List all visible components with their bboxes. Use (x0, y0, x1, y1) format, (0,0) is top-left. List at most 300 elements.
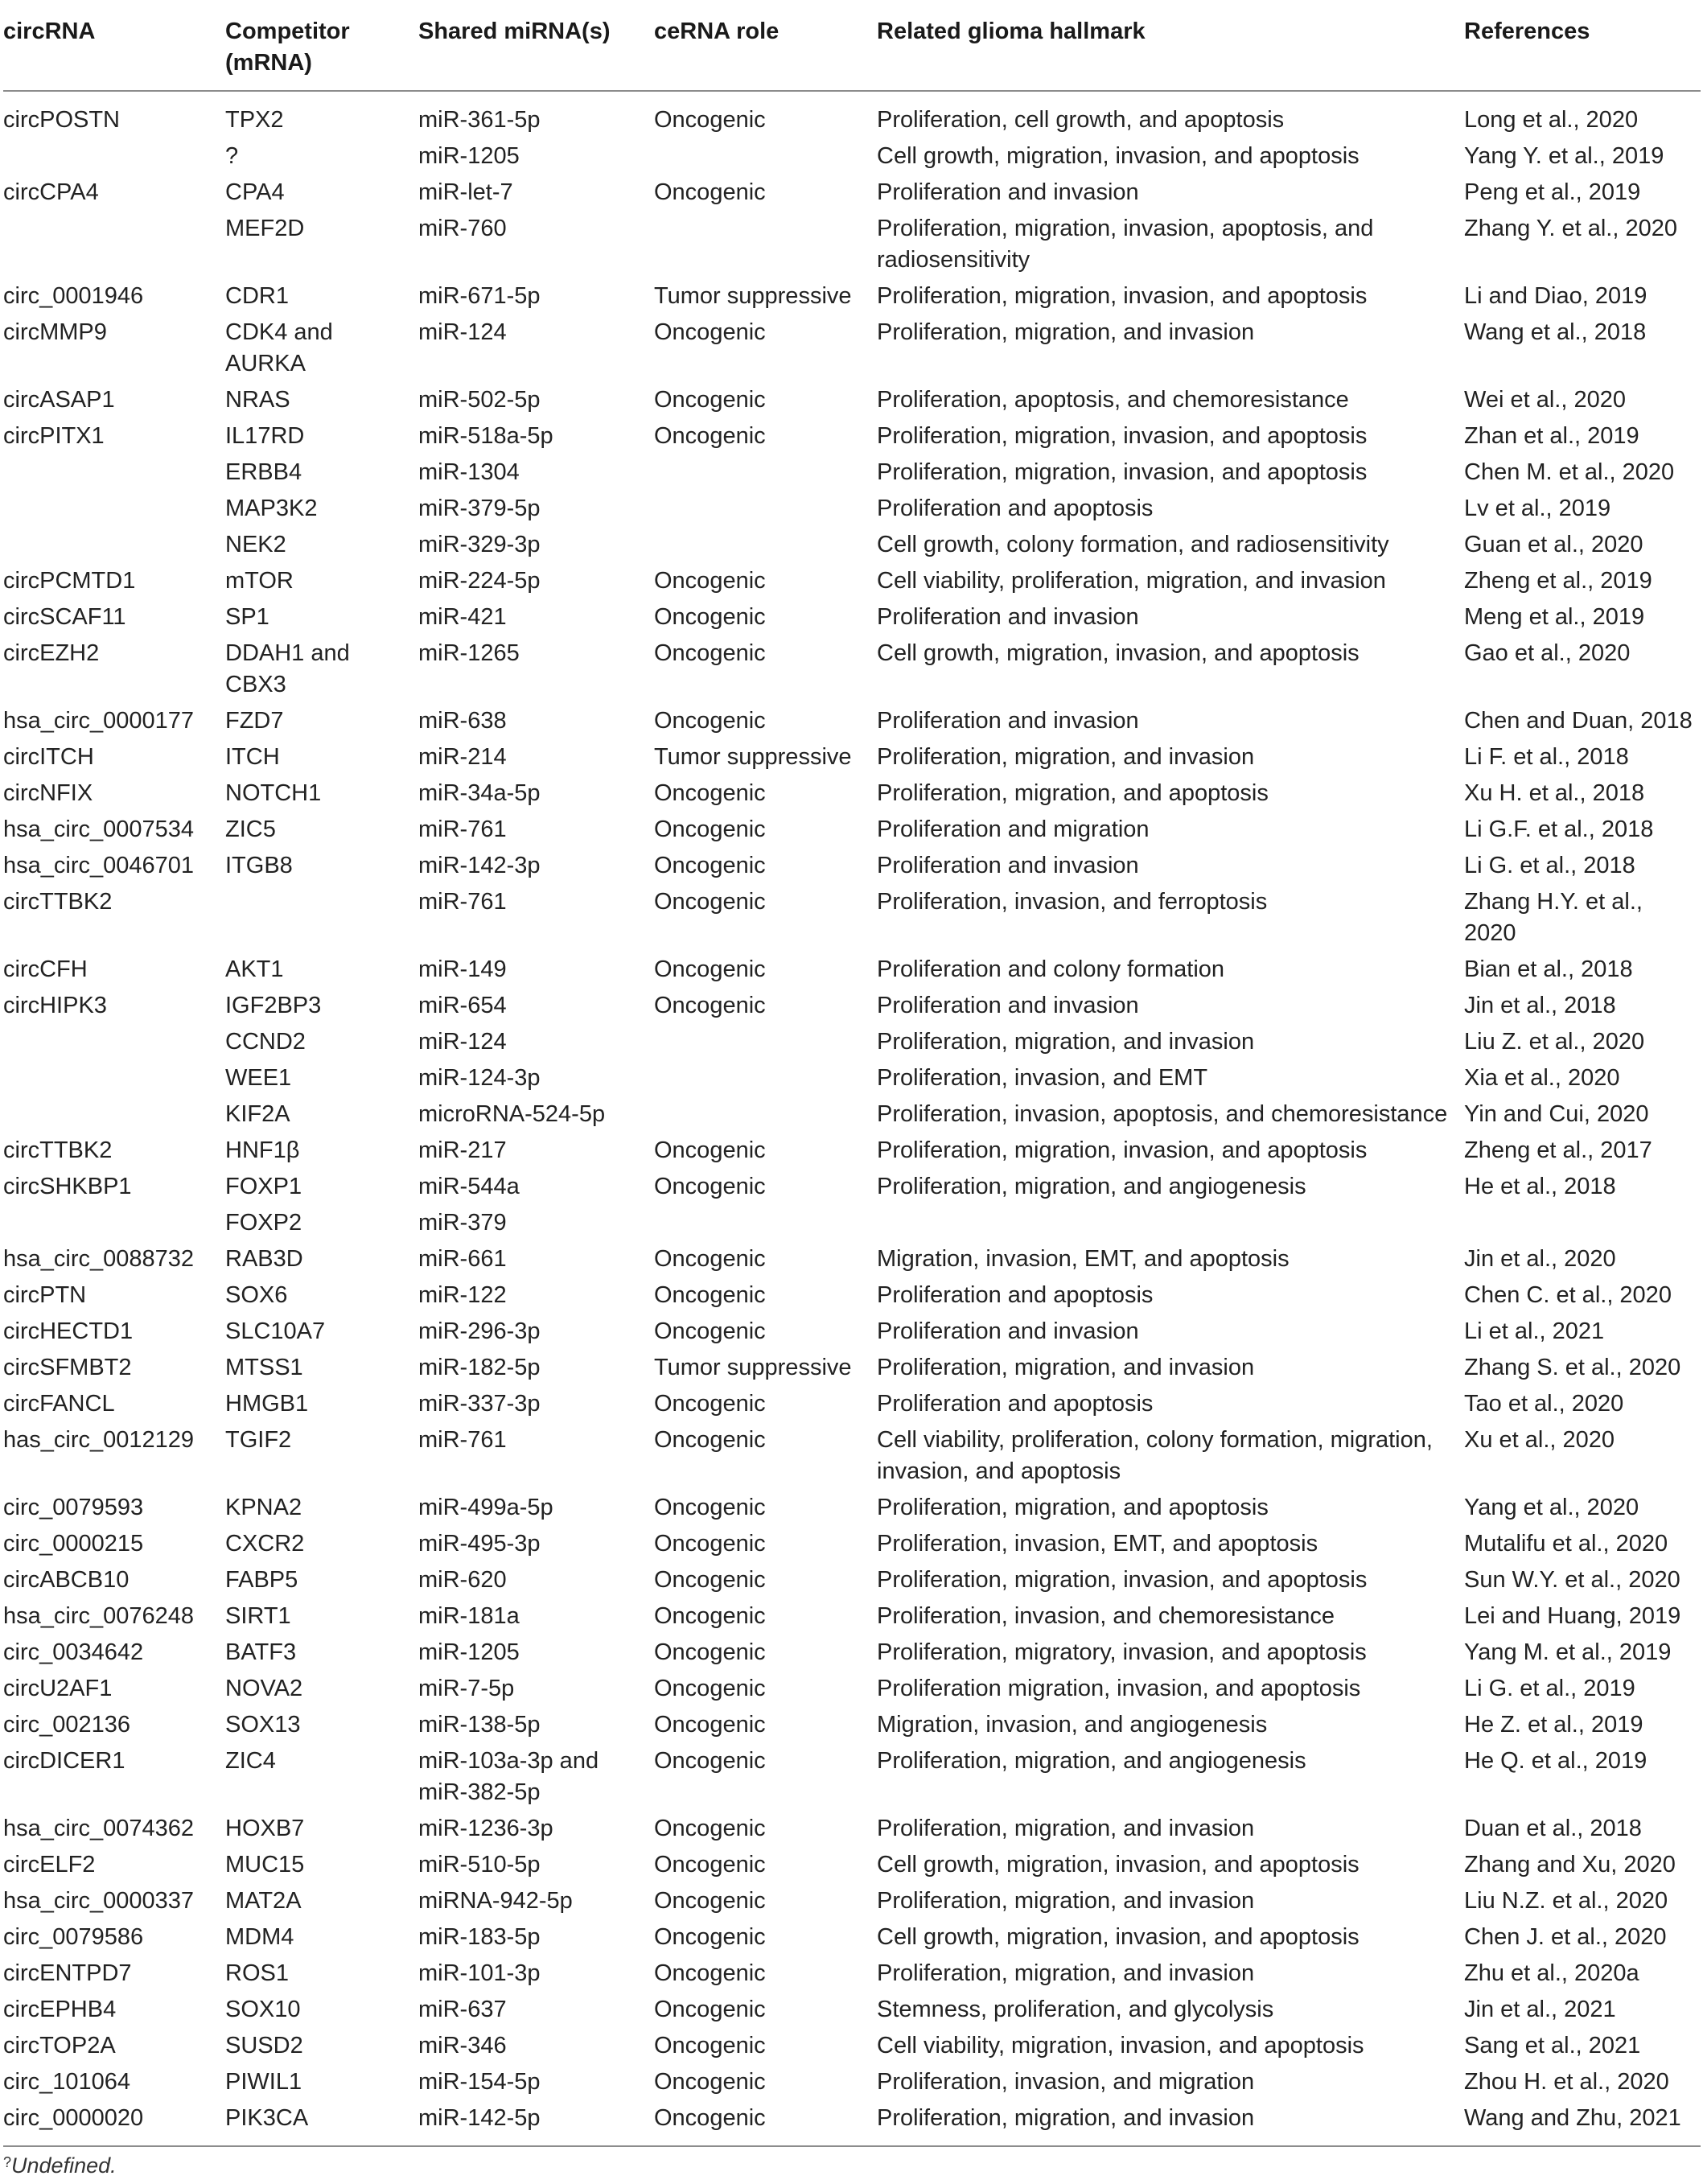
table-row (3, 563, 1701, 599)
cell-cerna-role: Oncogenic (654, 708, 766, 734)
table-row (3, 1811, 1701, 1847)
cell-circrna: circSFMBT2 (3, 1355, 132, 1380)
cell-cerna-role: Oncogenic (654, 1174, 766, 1199)
cell-circrna: hsa_circ_0000177 (3, 708, 195, 734)
header-competitor: Competitor (mRNA) (225, 19, 350, 76)
table-row (3, 2028, 1701, 2064)
cell-circrna: circTTBK2 (3, 1137, 113, 1163)
cell-glioma-hallmark: Proliferation, invasion, and EMT (877, 1065, 1208, 1091)
cell-cerna-role (654, 491, 877, 527)
cell-circrna (3, 1096, 225, 1133)
cell-shared-mirna: miR-124 (418, 319, 507, 345)
cell-competitor: NOVA2 (225, 1676, 303, 1701)
cell-reference: Wei et al., 2020 (1464, 387, 1626, 413)
cell-reference: Zhang Y. et al., 2020 (1464, 216, 1677, 241)
table-row (3, 1847, 1701, 1883)
cell-competitor: NOTCH1 (225, 780, 322, 806)
cell-competitor: SOX6 (225, 1282, 288, 1308)
cell-glioma-hallmark: Proliferation, migration, invasion, and apoptosis (877, 459, 1368, 485)
cell-circrna: circ_101064 (3, 2069, 130, 2095)
cell-cerna-role: Oncogenic (654, 1676, 766, 1701)
cell-cerna-role: Oncogenic (654, 1495, 766, 1520)
cell-competitor: SOX10 (225, 1997, 301, 2022)
cell-circrna: circHIPK3 (3, 993, 107, 1018)
cell-cerna-role: Oncogenic (654, 1852, 766, 1878)
cell-glioma-hallmark: Proliferation, migration, and angiogenesis (877, 1174, 1306, 1199)
table-row (3, 1992, 1701, 2028)
cell-competitor: TPX2 (225, 107, 284, 133)
cell-glioma-hallmark: Proliferation, invasion, EMT, and apoptosis (877, 1531, 1318, 1557)
table-row (3, 278, 1701, 315)
cell-reference: Xu et al., 2020 (1464, 1427, 1615, 1453)
cell-cerna-role: Oncogenic (654, 2069, 766, 2095)
cell-circrna (3, 138, 225, 175)
header-circrna: circRNA (3, 19, 96, 44)
cell-reference: Sang et al., 2021 (1464, 2033, 1641, 2059)
cell-competitor: BATF3 (225, 1639, 297, 1665)
cell-competitor: IL17RD (225, 423, 305, 449)
cell-competitor: SUSD2 (225, 2033, 303, 2059)
cell-shared-mirna: miR-637 (418, 1997, 507, 2022)
cell-circrna: circDICER1 (3, 1748, 125, 1774)
cell-shared-mirna: miR-142-5p (418, 2105, 541, 2131)
cell-circrna: circTOP2A (3, 2033, 116, 2059)
cell-cerna-role: Oncogenic (654, 1567, 766, 1593)
cell-shared-mirna: miR-296-3p (418, 1318, 541, 1344)
cell-glioma-hallmark: Proliferation, migration, invasion, apoptosis, and radiosensitivity (877, 216, 1374, 273)
cell-shared-mirna: miR-1205 (418, 143, 520, 169)
cell-competitor: RAB3D (225, 1246, 303, 1272)
cell-glioma-hallmark (877, 1205, 1464, 1241)
cell-reference: Li F. et al., 2018 (1464, 744, 1629, 770)
cell-glioma-hallmark: Proliferation, migration, and invasion (877, 1355, 1255, 1380)
table-row (3, 2064, 1701, 2100)
table-row (3, 1350, 1701, 1386)
table-row (3, 1241, 1701, 1277)
cell-cerna-role: Oncogenic (654, 387, 766, 413)
cell-glioma-hallmark: Cell viability, proliferation, migration, and invasion (877, 568, 1386, 594)
cell-reference: Xu H. et al., 2018 (1464, 780, 1645, 806)
cell-glioma-hallmark: Cell growth, migration, invasion, and apoptosis (877, 1852, 1360, 1878)
cell-competitor: MTSS1 (225, 1355, 303, 1380)
cell-cerna-role: Oncogenic (654, 1712, 766, 1738)
table-row (3, 175, 1701, 211)
cell-cerna-role (654, 211, 877, 278)
cell-circrna: circCPA4 (3, 179, 99, 205)
cell-circrna: hsa_circ_0000337 (3, 1888, 195, 1914)
table-body (3, 91, 1701, 2146)
cell-glioma-hallmark: Proliferation, migration, and invasion (877, 744, 1255, 770)
cell-reference: Li and Diao, 2019 (1464, 283, 1647, 309)
table-row (3, 1743, 1701, 1811)
cell-reference: Meng et al., 2019 (1464, 604, 1645, 630)
cell-competitor: PIWIL1 (225, 2069, 302, 2095)
table-row (3, 1598, 1701, 1635)
cell-glioma-hallmark: Proliferation and apoptosis (877, 1282, 1154, 1308)
cell-shared-mirna: miR-214 (418, 744, 507, 770)
cell-glioma-hallmark: Proliferation, migration, invasion, and apoptosis (877, 423, 1368, 449)
cell-glioma-hallmark: Cell growth, migration, invasion, and apoptosis (877, 143, 1360, 169)
cell-competitor: FABP5 (225, 1567, 298, 1593)
cell-glioma-hallmark: Cell growth, colony formation, and radiosensitivity (877, 532, 1389, 557)
cell-reference: Yang M. et al., 2019 (1464, 1639, 1672, 1665)
cell-circrna: circASAP1 (3, 387, 115, 413)
cell-circrna: circEPHB4 (3, 1997, 117, 2022)
cell-reference: Zhang and Xu, 2020 (1464, 1852, 1676, 1878)
cell-reference: Li G.F. et al., 2018 (1464, 816, 1654, 842)
cell-cerna-role: Oncogenic (654, 1960, 766, 1986)
circrna-table (3, 0, 1701, 2147)
cell-shared-mirna: miR-761 (418, 889, 507, 915)
cell-circrna: circSHKBP1 (3, 1174, 132, 1199)
cell-shared-mirna: miR-142-3p (418, 853, 541, 878)
cell-reference (1464, 1205, 1701, 1241)
cell-competitor: ITCH (225, 744, 280, 770)
table-row (3, 1526, 1701, 1562)
cell-cerna-role (654, 1024, 877, 1060)
cell-shared-mirna: miR-138-5p (418, 1712, 541, 1738)
cell-circrna: circABCB10 (3, 1567, 130, 1593)
header-glioma-hallmark: Related glioma hallmark (877, 19, 1146, 44)
cell-reference: Mutalifu et al., 2020 (1464, 1531, 1668, 1557)
cell-reference: Chen M. et al., 2020 (1464, 459, 1675, 485)
cell-circrna: circTTBK2 (3, 889, 113, 915)
cell-circrna: circCFH (3, 956, 88, 982)
cell-cerna-role: Tumor suppressive (654, 1355, 852, 1380)
cell-glioma-hallmark: Proliferation and colony formation (877, 956, 1225, 982)
table-row (3, 382, 1701, 418)
cell-circrna: circPCMTD1 (3, 568, 136, 594)
cell-glioma-hallmark: Cell viability, migration, invasion, and apoptosis (877, 2033, 1364, 2059)
cell-reference: He Q. et al., 2019 (1464, 1748, 1647, 1774)
cell-reference: Li G. et al., 2018 (1464, 853, 1635, 878)
cell-glioma-hallmark: Proliferation and invasion (877, 604, 1139, 630)
cell-competitor: FZD7 (225, 708, 284, 734)
cell-competitor: mTOR (225, 568, 294, 594)
cell-cerna-role: Oncogenic (654, 423, 766, 449)
cell-circrna: circ_0001946 (3, 283, 144, 309)
cell-shared-mirna: miR-let-7 (418, 179, 513, 205)
cell-glioma-hallmark: Proliferation migration, invasion, and apoptosis (877, 1676, 1361, 1701)
cell-shared-mirna: miR-182-5p (418, 1355, 541, 1380)
table-row (3, 884, 1701, 952)
cell-glioma-hallmark: Proliferation and migration (877, 816, 1150, 842)
cell-competitor: HOXB7 (225, 1816, 305, 1841)
cell-reference: Zheng et al., 2019 (1464, 568, 1652, 594)
cell-circrna: circ_0079593 (3, 1495, 144, 1520)
cell-cerna-role: Oncogenic (654, 2033, 766, 2059)
table-row (3, 1024, 1701, 1060)
cell-circrna: has_circ_0012129 (3, 1427, 195, 1453)
table-row (3, 1205, 1701, 1241)
cell-competitor: FOXP2 (225, 1210, 302, 1236)
cell-competitor: KIF2A (225, 1101, 290, 1127)
cell-glioma-hallmark: Proliferation, migration, and apoptosis (877, 1495, 1269, 1520)
cell-competitor: ITGB8 (225, 853, 293, 878)
cell-cerna-role: Oncogenic (654, 816, 766, 842)
table-row (3, 1671, 1701, 1707)
cell-cerna-role (654, 1205, 877, 1241)
table-row (3, 1422, 1701, 1490)
cell-glioma-hallmark: Proliferation, migration, and invasion (877, 319, 1255, 345)
cell-glioma-hallmark: Migration, invasion, EMT, and apoptosis (877, 1246, 1290, 1272)
cell-cerna-role: Tumor suppressive (654, 744, 852, 770)
cell-glioma-hallmark: Proliferation, migration, and invasion (877, 1888, 1255, 1914)
cell-reference: Jin et al., 2021 (1464, 1997, 1616, 2022)
cell-shared-mirna: microRNA-524-5p (418, 1101, 606, 1127)
cell-circrna: hsa_circ_0088732 (3, 1246, 195, 1272)
cell-glioma-hallmark: Proliferation, migration, and invasion (877, 1960, 1255, 1986)
cell-shared-mirna: miR-510-5p (418, 1852, 541, 1878)
cell-cerna-role: Oncogenic (654, 640, 766, 666)
cell-glioma-hallmark: Proliferation, invasion, and migration (877, 2069, 1255, 2095)
cell-competitor: IGF2BP3 (225, 993, 322, 1018)
header-cerna-role: ceRNA role (654, 19, 780, 44)
table-row (3, 988, 1701, 1024)
cell-reference: Duan et al., 2018 (1464, 1816, 1642, 1841)
cell-glioma-hallmark: Proliferation and apoptosis (877, 496, 1154, 521)
cell-cerna-role: Oncogenic (654, 1603, 766, 1629)
cell-shared-mirna: miR-224-5p (418, 568, 541, 594)
cell-competitor: MEF2D (225, 216, 305, 241)
cell-circrna: circ_0079586 (3, 1924, 144, 1950)
cell-shared-mirna: miR-103a-3p and miR-382-5p (418, 1748, 599, 1805)
cell-competitor: MAP3K2 (225, 496, 318, 521)
table-row (3, 91, 1701, 138)
cell-cerna-role: Oncogenic (654, 993, 766, 1018)
cell-reference: Chen and Duan, 2018 (1464, 708, 1693, 734)
cell-glioma-hallmark: Stemness, proliferation, and glycolysis (877, 1997, 1274, 2022)
cell-reference: Zhang H.Y. et al., 2020 (1464, 889, 1643, 946)
cell-competitor: CXCR2 (225, 1531, 305, 1557)
cell-reference: Li G. et al., 2019 (1464, 1676, 1635, 1701)
header-references: References (1464, 19, 1590, 44)
footnote (3, 2153, 117, 2178)
table-row (3, 1490, 1701, 1526)
cell-glioma-hallmark: Proliferation and invasion (877, 993, 1139, 1018)
cell-competitor: CCND2 (225, 1029, 306, 1055)
cell-reference: Peng et al., 2019 (1464, 179, 1641, 205)
cell-cerna-role: Oncogenic (654, 1391, 766, 1417)
cell-shared-mirna: miR-620 (418, 1567, 507, 1593)
cell-shared-mirna: miR-101-3p (418, 1960, 541, 1986)
cell-shared-mirna: miR-329-3p (418, 532, 541, 557)
cell-circrna: circELF2 (3, 1852, 96, 1878)
cell-competitor: KPNA2 (225, 1495, 302, 1520)
cell-shared-mirna: miR-760 (418, 216, 507, 241)
cell-cerna-role: Tumor suppressive (654, 283, 852, 309)
cell-glioma-hallmark: Proliferation and invasion (877, 1318, 1139, 1344)
cell-glioma-hallmark: Proliferation, migration, and invasion (877, 2105, 1255, 2131)
cell-shared-mirna: miR-761 (418, 1427, 507, 1453)
cell-cerna-role: Oncogenic (654, 604, 766, 630)
cell-shared-mirna: miR-154-5p (418, 2069, 541, 2095)
table-row (3, 1386, 1701, 1422)
cell-reference: Chen C. et al., 2020 (1464, 1282, 1672, 1308)
cell-glioma-hallmark: Proliferation, migration, and invasion (877, 1029, 1255, 1055)
cell-competitor: SIRT1 (225, 1603, 291, 1629)
cell-reference: Wang and Zhu, 2021 (1464, 2105, 1681, 2131)
cell-competitor: AKT1 (225, 956, 284, 982)
cell-shared-mirna: miR-544a (418, 1174, 520, 1199)
cell-competitor: SOX13 (225, 1712, 301, 1738)
table-row (3, 527, 1701, 563)
cell-circrna: circ_0000020 (3, 2105, 144, 2131)
cell-competitor: MDM4 (225, 1924, 294, 1950)
cell-competitor: CDR1 (225, 283, 289, 309)
cell-circrna: hsa_circ_0074362 (3, 1816, 195, 1841)
cell-competitor: NRAS (225, 387, 290, 413)
cell-shared-mirna: miR-518a-5p (418, 423, 553, 449)
cell-competitor: MUC15 (225, 1852, 305, 1878)
cell-shared-mirna: miR-124-3p (418, 1065, 541, 1091)
cell-reference: Gao et al., 2020 (1464, 640, 1631, 666)
cell-glioma-hallmark: Cell growth, migration, invasion, and apoptosis (877, 640, 1360, 666)
table-row (3, 211, 1701, 278)
table-row (3, 775, 1701, 812)
cell-competitor: SP1 (225, 604, 269, 630)
cell-glioma-hallmark: Proliferation, migratory, invasion, and apoptosis (877, 1639, 1367, 1665)
cell-cerna-role: Oncogenic (654, 568, 766, 594)
cell-cerna-role (654, 454, 877, 491)
cell-glioma-hallmark: Proliferation, invasion, and chemoresistance (877, 1603, 1335, 1629)
cell-competitor (225, 884, 418, 952)
cell-glioma-hallmark: Proliferation, migration, and apoptosis (877, 780, 1269, 806)
cell-cerna-role: Oncogenic (654, 956, 766, 982)
footnote-text: Undefined. (11, 2153, 117, 2178)
cell-reference: Liu N.Z. et al., 2020 (1464, 1888, 1668, 1914)
cell-shared-mirna: miR-1236-3p (418, 1816, 553, 1841)
cell-reference: Lei and Huang, 2019 (1464, 1603, 1681, 1629)
cell-glioma-hallmark: Proliferation, apoptosis, and chemoresistance (877, 387, 1349, 413)
cell-glioma-hallmark: Proliferation and apoptosis (877, 1391, 1154, 1417)
cell-shared-mirna: miR-337-3p (418, 1391, 541, 1417)
cell-reference: Yang et al., 2020 (1464, 1495, 1639, 1520)
cell-shared-mirna: miR-495-3p (418, 1531, 541, 1557)
cell-reference: Zhu et al., 2020a (1464, 1960, 1639, 1986)
table-row (3, 1314, 1701, 1350)
cell-reference: Jin et al., 2020 (1464, 1246, 1616, 1272)
table-row (3, 703, 1701, 739)
table-row (3, 1060, 1701, 1096)
cell-cerna-role: Oncogenic (654, 179, 766, 205)
header-row (3, 0, 1701, 91)
cell-cerna-role (654, 1060, 877, 1096)
cell-competitor: ? (225, 143, 239, 169)
table-row (3, 739, 1701, 775)
cell-shared-mirna: miR-361-5p (418, 107, 541, 133)
cell-shared-mirna: miR-638 (418, 708, 507, 734)
cell-shared-mirna: miR-761 (418, 816, 507, 842)
cell-competitor: SLC10A7 (225, 1318, 326, 1344)
cell-circrna: circITCH (3, 744, 94, 770)
cell-competitor: ROS1 (225, 1960, 289, 1986)
cell-glioma-hallmark: Proliferation, cell growth, and apoptosis (877, 107, 1285, 133)
table-row (3, 1133, 1701, 1169)
cell-competitor: HMGB1 (225, 1391, 309, 1417)
cell-cerna-role: Oncogenic (654, 1531, 766, 1557)
cell-reference: Bian et al., 2018 (1464, 956, 1633, 982)
cell-reference: Zhang S. et al., 2020 (1464, 1355, 1681, 1380)
cell-reference: Xia et al., 2020 (1464, 1065, 1620, 1091)
cell-cerna-role: Oncogenic (654, 1639, 766, 1665)
cell-shared-mirna: miR-1205 (418, 1639, 520, 1665)
cell-reference: Wang et al., 2018 (1464, 319, 1647, 345)
cell-shared-mirna: miR-122 (418, 1282, 507, 1308)
cell-circrna: circFANCL (3, 1391, 115, 1417)
table-row (3, 454, 1701, 491)
cell-shared-mirna: miR-661 (418, 1246, 507, 1272)
cell-circrna: circ_002136 (3, 1712, 130, 1738)
cell-glioma-hallmark: Proliferation and invasion (877, 708, 1139, 734)
cell-circrna (3, 454, 225, 491)
table-row (3, 1562, 1701, 1598)
cell-circrna: circENTPD7 (3, 1960, 132, 1986)
cell-shared-mirna: miR-421 (418, 604, 507, 630)
cell-circrna (3, 211, 225, 278)
cell-reference: Yin and Cui, 2020 (1464, 1101, 1649, 1127)
table-row (3, 315, 1701, 382)
cell-reference: Sun W.Y. et al., 2020 (1464, 1567, 1680, 1593)
cell-reference: Li et al., 2021 (1464, 1318, 1605, 1344)
table-row (3, 1277, 1701, 1314)
cell-reference: Lv et al., 2019 (1464, 496, 1611, 521)
cell-circrna: circEZH2 (3, 640, 100, 666)
cell-cerna-role: Oncogenic (654, 1888, 766, 1914)
cell-circrna (3, 1205, 225, 1241)
table-row (3, 1096, 1701, 1133)
table-row (3, 848, 1701, 884)
cell-glioma-hallmark: Proliferation and invasion (877, 853, 1139, 878)
cell-competitor: WEE1 (225, 1065, 292, 1091)
table-row (3, 952, 1701, 988)
table-row (3, 418, 1701, 454)
cell-shared-mirna: miR-671-5p (418, 283, 541, 309)
cell-competitor: TGIF2 (225, 1427, 292, 1453)
cell-circrna: circPOSTN (3, 107, 120, 133)
cell-shared-mirna: miR-346 (418, 2033, 507, 2059)
table-row (3, 1883, 1701, 1919)
cell-cerna-role: Oncogenic (654, 1318, 766, 1344)
cell-glioma-hallmark: Cell growth, migration, invasion, and apoptosis (877, 1924, 1360, 1950)
cell-reference: Zhou H. et al., 2020 (1464, 2069, 1669, 2095)
cell-circrna: circHECTD1 (3, 1318, 134, 1344)
table-row (3, 635, 1701, 703)
cell-circrna: circSCAF11 (3, 604, 126, 630)
cell-cerna-role (654, 138, 877, 175)
cell-circrna: circ_0000215 (3, 1531, 144, 1557)
table-row (3, 1707, 1701, 1743)
cell-glioma-hallmark: Proliferation and invasion (877, 179, 1139, 205)
cell-reference: Tao et al., 2020 (1464, 1391, 1624, 1417)
cell-reference: Guan et al., 2020 (1464, 532, 1643, 557)
cell-reference: Chen J. et al., 2020 (1464, 1924, 1667, 1950)
cell-competitor: DDAH1 and CBX3 (225, 640, 350, 697)
cell-cerna-role: Oncogenic (654, 1816, 766, 1841)
cell-circrna (3, 491, 225, 527)
cell-shared-mirna: miR-124 (418, 1029, 507, 1055)
cell-reference: He Z. et al., 2019 (1464, 1712, 1643, 1738)
table-row (3, 138, 1701, 175)
cell-glioma-hallmark: Cell viability, proliferation, colony formation, migration, invasion, and apoptosis (877, 1427, 1433, 1484)
cell-competitor: CPA4 (225, 179, 285, 205)
cell-cerna-role: Oncogenic (654, 2105, 766, 2131)
cell-circrna (3, 1024, 225, 1060)
cell-competitor: ZIC4 (225, 1748, 276, 1774)
cell-reference: Zhan et al., 2019 (1464, 423, 1639, 449)
cell-competitor: PIK3CA (225, 2105, 309, 2131)
footnote-marker: ? (3, 2154, 12, 2170)
